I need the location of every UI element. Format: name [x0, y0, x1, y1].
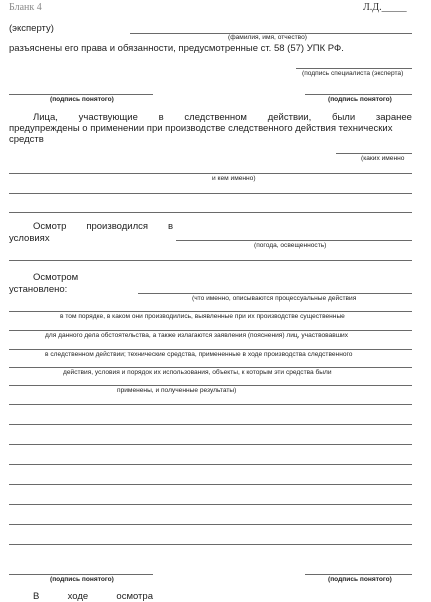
- blank-line: [9, 484, 412, 485]
- fio-caption: (фамилия, имя, отчество): [228, 34, 307, 41]
- established-caption: в следственном действии; технические средства, примененные в ходе производства следственного: [45, 351, 353, 358]
- participants-line-3: средств: [9, 134, 44, 145]
- blank-line: [9, 311, 412, 312]
- expert-label: (эксперту): [9, 23, 54, 34]
- blank-line: [9, 444, 412, 445]
- witness-sign-caption-1: (подпись понятого): [50, 96, 114, 103]
- established-caption: для данного дела обстоятельства, а также излагаются заявления (пояснения) лиц, участвовавших: [45, 332, 349, 339]
- established-caption: в том порядке, в каком они производились, выявленные при их производстве существенные: [60, 313, 345, 320]
- word: следственном: [184, 112, 247, 123]
- sheet-label: Л.Д._____: [363, 2, 407, 13]
- witness-sign-line-2: [305, 94, 412, 95]
- established-line: [138, 293, 412, 294]
- blank-line: [9, 367, 412, 368]
- word: участвующие: [78, 112, 138, 123]
- word: ходе: [67, 591, 89, 602]
- witness-sign-caption-4: (подпись понятого): [328, 576, 392, 583]
- word: в: [167, 221, 173, 232]
- blank-line: [9, 524, 412, 525]
- blank-line: [9, 424, 412, 425]
- witness-sign-line-4: [305, 574, 412, 575]
- word: Осмотр: [33, 221, 67, 232]
- word: были: [332, 112, 356, 123]
- weather-caption: (погода, освещенность): [254, 242, 327, 249]
- which-caption: (каких именно: [361, 155, 405, 162]
- blank-line: [9, 404, 412, 405]
- blank-line: [9, 260, 412, 261]
- established-caption: применены, и полученные результаты): [117, 387, 237, 394]
- form-label: Бланк 4: [9, 2, 42, 13]
- participants-line-1: [33, 113, 412, 123]
- blank-line: [9, 193, 412, 194]
- inspection-line-1: [33, 222, 173, 232]
- word: в: [158, 112, 164, 123]
- specialist-sign-line: [296, 68, 412, 69]
- word: действии,: [267, 112, 312, 123]
- blank-line: [9, 464, 412, 465]
- word: осмотра: [116, 591, 153, 602]
- participants-line-2: предупреждены о применении при производстве следственного действия технических: [9, 123, 393, 134]
- established-caption: действия, условия и порядок их использования, объекты, к которым эти средства были: [63, 369, 332, 376]
- witness-sign-line-1: [9, 94, 153, 95]
- word: В: [33, 591, 40, 602]
- blank-line: [9, 544, 412, 545]
- established-line-1: Осмотром: [33, 272, 79, 283]
- established-caption: (что именно, описываются процессуальные действия: [192, 295, 357, 302]
- inspection-line-2: условиях: [9, 233, 50, 244]
- word: производился: [86, 221, 149, 232]
- witness-sign-caption-3: (подпись понятого): [50, 576, 114, 583]
- blank-line: [9, 504, 412, 505]
- which-line: [336, 153, 412, 154]
- blank-line: [9, 349, 412, 350]
- blank-line: [9, 173, 412, 174]
- word: заранее: [375, 112, 412, 123]
- specialist-sign-caption: (подпись специалиста (эксперта): [302, 70, 404, 77]
- footer-line: [33, 592, 153, 602]
- blank-line: [9, 330, 412, 331]
- witness-sign-caption-2: (подпись понятого): [328, 96, 392, 103]
- weather-line: [176, 240, 412, 241]
- by-whom-caption: и кем именно): [212, 175, 256, 182]
- rights-text: разъяснены его права и обязанности, предусмотренные ст. 58 (57) УПК РФ.: [9, 43, 344, 54]
- word: Лица,: [33, 112, 58, 123]
- blank-line: [9, 212, 412, 213]
- established-line-2: установлено:: [9, 284, 68, 295]
- blank-line: [9, 385, 412, 386]
- witness-sign-line-3: [9, 574, 153, 575]
